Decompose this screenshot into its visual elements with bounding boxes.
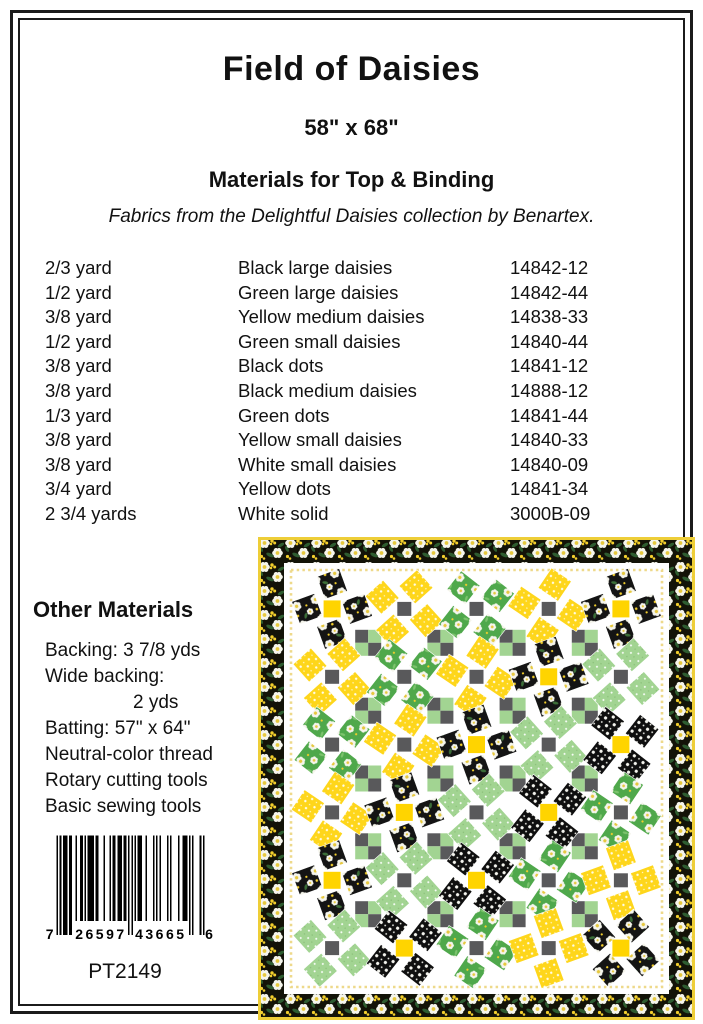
materials-row	[45, 281, 605, 306]
materials-row	[45, 477, 605, 502]
pattern-number: PT2149	[88, 960, 162, 983]
quilt-preview-image	[258, 537, 695, 1020]
materials-row	[45, 404, 605, 429]
page-title: Field of Daisies	[222, 50, 481, 88]
fabric-cell: White small daisies	[238, 453, 397, 475]
materials-row	[45, 305, 605, 330]
yardage-cell: 2/3 yard	[45, 257, 112, 278]
materials-row	[45, 256, 605, 281]
materials-row	[45, 502, 605, 527]
sku-cell: 14842-44	[510, 281, 589, 303]
upc-barcode	[44, 834, 217, 946]
sku-cell: 14838-33	[510, 306, 589, 328]
materials-table	[45, 256, 605, 527]
sku-cell: 3000B-09	[510, 502, 591, 524]
fabric-cell: Yellow dots	[238, 478, 331, 500]
other-material-item: Batting: 57" x 64"	[45, 718, 191, 739]
sku-cell: 14841-44	[510, 404, 589, 426]
yardage-cell: 1/3 yard	[45, 404, 112, 426]
barcode-digit-left: 7	[45, 926, 54, 942]
sku-cell: 14842-12	[510, 257, 589, 278]
yardage-cell: 1/2 yard	[45, 330, 112, 352]
other-materials-list	[45, 638, 213, 820]
materials-row	[45, 330, 605, 355]
sku-cell: 14841-34	[510, 478, 589, 500]
fabric-cell: Green large daisies	[238, 281, 399, 303]
other-material-item: Rotary cutting tools	[45, 770, 208, 791]
sku-cell: 14888-12	[510, 379, 589, 401]
barcode-digits-group2: 43665	[135, 926, 187, 942]
materials-row	[45, 379, 605, 404]
fabric-cell: Black dots	[238, 355, 324, 377]
fabric-cell: Black large daisies	[238, 257, 393, 278]
fabric-cell: Yellow small daisies	[238, 429, 402, 451]
yardage-cell: 2 3/4 yards	[45, 502, 137, 524]
sku-cell: 14840-33	[510, 429, 589, 451]
other-material-item: 2 yds	[133, 692, 179, 713]
other-material-item: Neutral-color thread	[45, 744, 213, 765]
fabric-cell: Green dots	[238, 404, 330, 426]
barcode-digits-group1: 26597	[75, 926, 127, 942]
yardage-cell: 1/2 yard	[45, 281, 112, 303]
collection-note: Fabrics from the Delightful Daisies collection by Benartex.	[108, 206, 595, 227]
fabric-cell: Black medium daisies	[238, 379, 417, 401]
upc-barcode-svg	[44, 834, 217, 946]
yardage-cell: 3/8 yard	[45, 355, 112, 377]
other-material-item: Wide backing:	[45, 666, 165, 687]
sku-cell: 14840-09	[510, 453, 589, 475]
yardage-cell: 3/8 yard	[45, 306, 112, 328]
fabric-cell: White solid	[238, 502, 329, 524]
fabric-cell: Green small daisies	[238, 330, 401, 352]
other-material-item: Backing: 3 7/8 yds	[45, 640, 201, 661]
yardage-cell: 3/8 yard	[45, 453, 112, 475]
other-material-item: Basic sewing tools	[45, 796, 202, 817]
materials-row	[45, 428, 605, 453]
yardage-cell: 3/8 yard	[45, 429, 112, 451]
materials-row	[45, 453, 605, 478]
quilt-dimensions: 58" x 68"	[304, 115, 399, 140]
materials-heading: Materials for Top & Binding	[208, 167, 495, 192]
materials-row	[45, 354, 605, 379]
sku-cell: 14841-12	[510, 355, 589, 377]
yardage-cell: 3/4 yard	[45, 478, 112, 500]
fabric-cell: Yellow medium daisies	[238, 306, 425, 328]
other-materials-heading: Other Materials	[33, 597, 194, 622]
quilt-svg	[258, 537, 695, 1020]
yardage-cell: 3/8 yard	[45, 379, 112, 401]
sku-cell: 14840-44	[510, 330, 589, 352]
barcode-digit-right: 6	[205, 926, 213, 942]
